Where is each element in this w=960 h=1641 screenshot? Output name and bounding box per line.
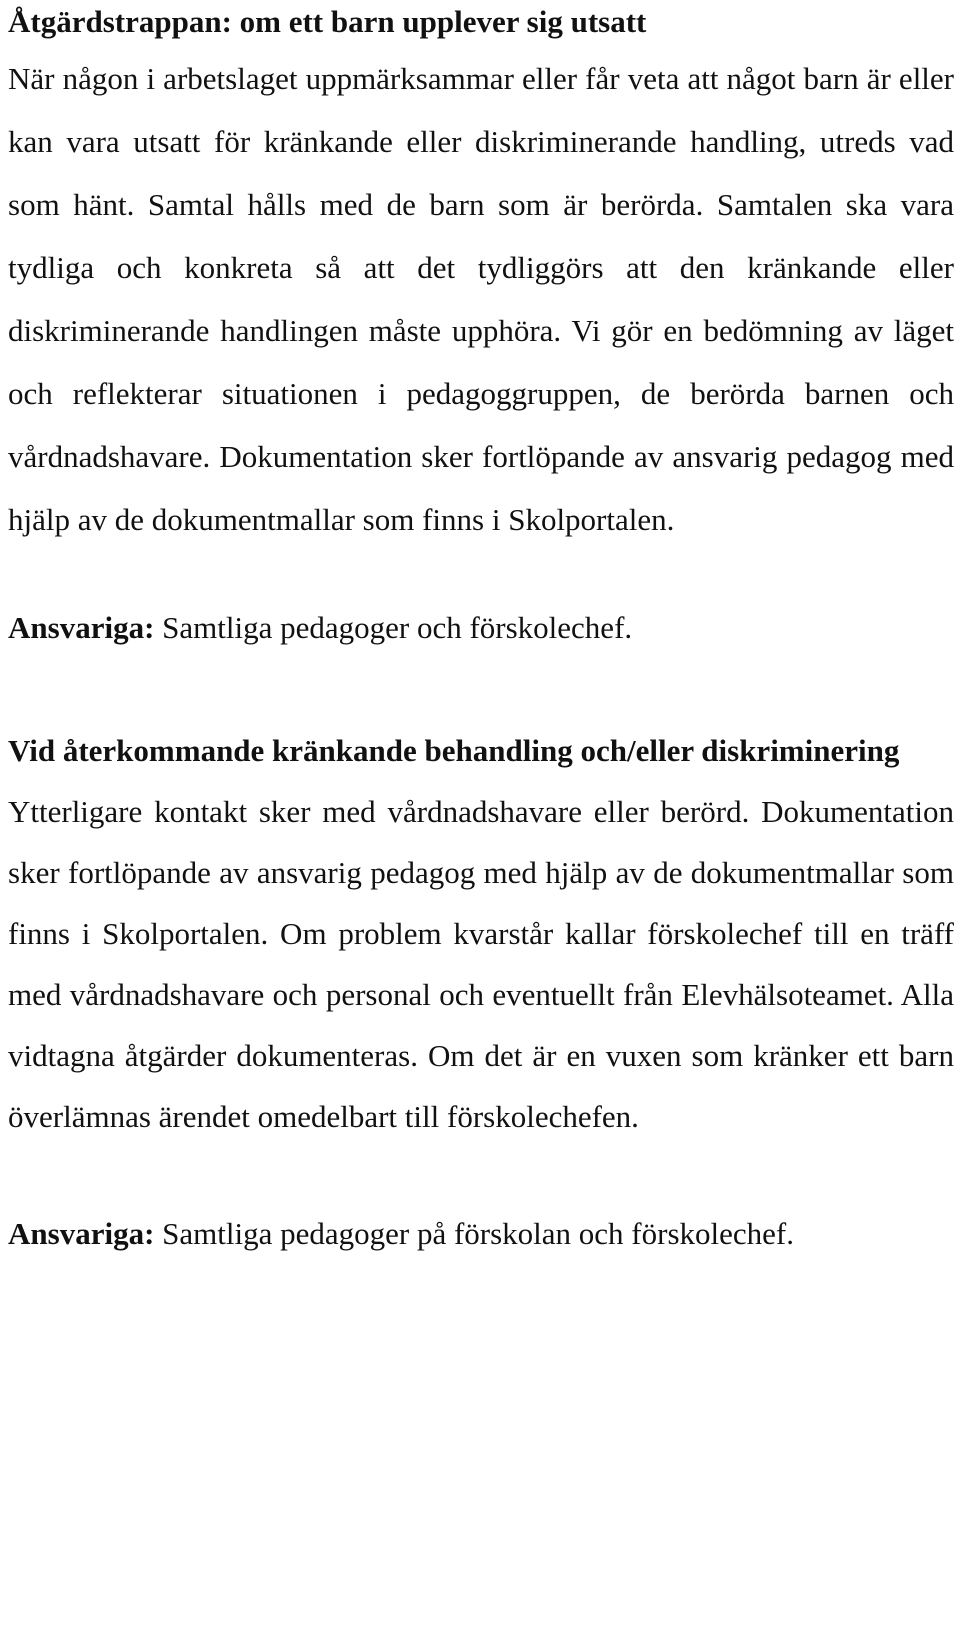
section2-heading: Vid återkommande kränkande behandling och/eller diskriminering <box>8 733 900 768</box>
section2-paragraph: Ytterligare kontakt sker med vårdnadshavare eller berörd. Dokumentation sker fortlöpande av ansvarig pedagog med hjälp av de dokumentmallar som finns i Skolportalen. Om problem kvarstår kallar förskolechef till en träff med vårdnadshavare och personal och eventuellt från Elevhälsoteamet. Alla vidtagna åtgärder dokumenteras. Om det är en vuxen som kränker ett barn överlämnas ärendet omedelbart till förskolechefen. <box>8 794 954 1134</box>
section1-responsible-text: Samtliga pedagoger och förskolechef. <box>154 610 633 645</box>
section1-paragraph: När någon i arbetslaget uppmärksammar eller får veta att något barn är eller kan vara utsatt för kränkande eller diskriminerande handling, utreds vad som hänt. Samtal hålls med de barn som är berörda. Samtalen ska vara tydliga och konkreta så att det tydliggörs att den kränkande eller diskriminerande handlingen måste upphöra. Vi gör en bedömning av läget och reflekterar situationen i pedagoggruppen, de berörda barnen och vårdnadshavare. Dokumentation sker fortlöpande av ansvarig pedagog med hjälp av de dokumentmallar som finns i Skolportalen. <box>8 61 954 537</box>
section1-responsible <box>8 608 954 648</box>
document-page <box>8 0 954 1254</box>
section2-responsible-text: Samtliga pedagoger på förskolan och förskolechef. <box>154 1216 794 1251</box>
section2-responsible-label: Ansvariga: <box>8 1216 155 1251</box>
section2-responsible <box>8 1214 954 1254</box>
section1-responsible-label: Ansvariga: <box>8 610 155 645</box>
section1-heading: Åtgärdstrappan: om ett barn upplever sig utsatt <box>8 4 647 39</box>
